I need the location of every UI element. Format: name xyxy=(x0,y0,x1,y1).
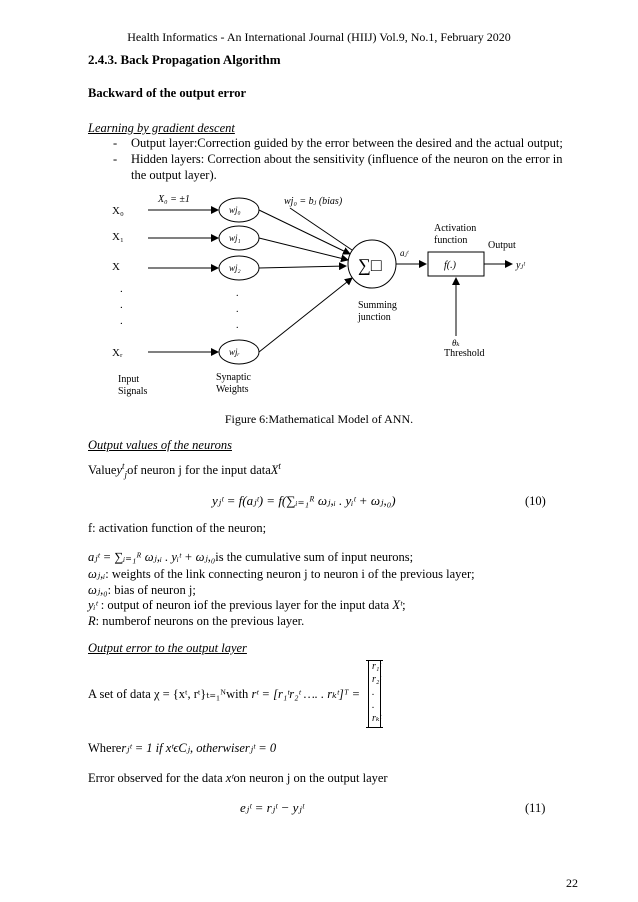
output-error-heading: Output error to the output layer xyxy=(88,641,247,655)
def-y-end: ; xyxy=(402,598,406,612)
input-dot: . xyxy=(120,283,123,295)
yj-label: yⱼᵗ xyxy=(516,260,525,271)
def-r-text: : numberof neurons on the previous layer. xyxy=(95,614,305,628)
figure-caption: Figure 6:Mathematical Model of ANN. xyxy=(224,412,414,426)
learning-heading: Learning by gradient descent xyxy=(88,121,235,135)
bullet-2-cont: the output layer). xyxy=(131,168,217,182)
matrix-entry: . xyxy=(372,687,375,698)
where-pre: Where xyxy=(88,741,122,755)
def-b xyxy=(88,582,196,598)
section-title: 2.4.3. Back Propagation Algorithm xyxy=(88,52,281,67)
weight-arrow xyxy=(259,278,352,352)
weight-label: wj₁ xyxy=(229,233,241,243)
synaptic-label: Synaptic xyxy=(216,372,251,383)
weight-arrow xyxy=(259,210,350,254)
bullet-marker: - xyxy=(113,136,118,150)
summing-label: junction xyxy=(358,312,391,323)
svg-text:.: . xyxy=(236,304,239,315)
where-line xyxy=(88,740,276,756)
def-y-sym: yᵢᵗ xyxy=(88,598,98,612)
threshold-label: Threshold xyxy=(444,348,485,359)
input-dot: . xyxy=(120,315,123,327)
value-x: $X^t$ xyxy=(270,460,281,477)
sum-symbol: ∑□ xyxy=(358,255,382,275)
input-x: X xyxy=(112,261,120,273)
dataset-pre: A set of data χ = {xᵗ, rᵗ}ₜ₌₁ᴺ xyxy=(88,687,227,701)
subtitle-backward: Backward of the output error xyxy=(88,86,247,100)
dataset-with: with xyxy=(226,687,249,701)
svg-text:.: . xyxy=(236,288,239,299)
dataset-line xyxy=(88,686,360,702)
def-a-text: is the cumulative sum of input neurons; xyxy=(215,550,414,564)
def-r-sym: R xyxy=(88,614,96,628)
theta-label: θₖ xyxy=(452,338,460,348)
output-label: Output xyxy=(488,240,516,251)
input-x0: X₀ xyxy=(112,205,124,217)
where-expr: rⱼᵗ = 1 if xᵗϵCⱼ, otherwiserⱼᵗ = 0 xyxy=(121,741,277,755)
matrix-entry: r₁ᵗ xyxy=(372,661,382,672)
value-pre: Value xyxy=(88,463,117,477)
matrix-entry: . xyxy=(372,700,375,711)
page-number: 22 xyxy=(566,876,578,890)
matrix-entry: rₖᵗ xyxy=(372,713,382,724)
input-signals-label: Input xyxy=(118,374,140,385)
def-y xyxy=(88,598,406,613)
equation-10: yⱼᵗ = f(aⱼᵗ) = f(∑ᵢ₌₁ᴿ ωⱼ,ᵢ . yᵢᵗ + ωⱼ,₀) xyxy=(212,493,396,508)
error-pre: Error observed for the data xyxy=(88,771,226,785)
aj-label: aⱼᵗ xyxy=(400,248,409,258)
bias-label: wj₀ = bⱼ (bias) xyxy=(284,196,343,207)
x0-label: X₀ = ±1 xyxy=(158,194,190,205)
def-w xyxy=(88,566,475,582)
input-dot: . xyxy=(120,299,123,311)
weight-label: wj₂ xyxy=(229,263,241,273)
def-y-x: Xᵗ xyxy=(392,598,403,612)
weight-label: wj₀ xyxy=(229,205,241,215)
equation-10-number: (10) xyxy=(525,494,546,508)
journal-header: Health Informatics - An International Journal (HIIJ) Vol.9, No.1, February 2020 xyxy=(127,30,511,44)
ann-model-figure xyxy=(100,186,540,400)
activation-label: function xyxy=(434,235,468,246)
activation-box xyxy=(428,252,484,276)
dataset-expr: rᵗ = [r₁ᵗr₂ᵗ …. . rₖᵗ]ᵀ = xyxy=(251,687,361,701)
def-y-text: : output of neuron iof the previous layer for the input data xyxy=(97,598,393,612)
input-xr: Xᵣ xyxy=(112,347,123,359)
def-a xyxy=(88,549,413,565)
def-b-sym: ωⱼ,₀ xyxy=(88,583,108,597)
value-line xyxy=(88,460,281,480)
weight-arrow xyxy=(259,266,346,268)
equation-11: eⱼᵗ = rⱼᵗ − yⱼᵗ xyxy=(240,800,304,815)
svg-text:.: . xyxy=(236,320,239,331)
weight-label: wjᵣ xyxy=(229,347,240,357)
def-a-expr: aⱼᵗ = ∑ᵢ₌₁ᴿ ωⱼ,ᵢ . yᵢᵗ + ωⱼ,₀ xyxy=(88,550,216,564)
bullet-text: Output layer:Correction guided by the error between the desired and the actual output; xyxy=(131,136,563,150)
bullet-1 xyxy=(113,136,563,151)
input-signals-label: Signals xyxy=(118,386,148,397)
def-w-sym: ωⱼ,ᵢ xyxy=(88,567,106,581)
value-y: $y^t_j$ xyxy=(116,460,128,480)
output-values-heading: Output values of the neurons xyxy=(88,438,232,452)
weight-arrow xyxy=(259,238,348,260)
activation-box-label: f(.) xyxy=(444,260,456,271)
input-x1: X₁ xyxy=(112,231,124,243)
value-mid: of neuron j for the input data xyxy=(127,463,271,477)
synaptic-label: Weights xyxy=(216,384,249,395)
summing-label: Summing xyxy=(358,300,397,311)
bullet-2 xyxy=(113,152,562,167)
def-r xyxy=(88,614,304,629)
matrix-entry: r₂ᵗ xyxy=(372,674,382,685)
error-post: on neuron j on the output layer xyxy=(233,771,388,785)
bullet-marker: - xyxy=(113,152,118,166)
matrix xyxy=(372,660,381,725)
bullet-text: Hidden layers: Correction about the sensitivity (influence of the neuron on the error in xyxy=(131,152,563,166)
f-line: f: activation function of the neuron; xyxy=(88,521,267,535)
error-x: xᵗ xyxy=(225,771,234,785)
error-line xyxy=(88,771,388,786)
equation-11-number: (11) xyxy=(525,801,546,815)
activation-label: Activation xyxy=(434,223,477,234)
def-b-text: : bias of neuron j; xyxy=(107,583,196,597)
def-w-text: : weights of the link connecting neuron j to neuron i of the previous layer; xyxy=(105,567,475,581)
